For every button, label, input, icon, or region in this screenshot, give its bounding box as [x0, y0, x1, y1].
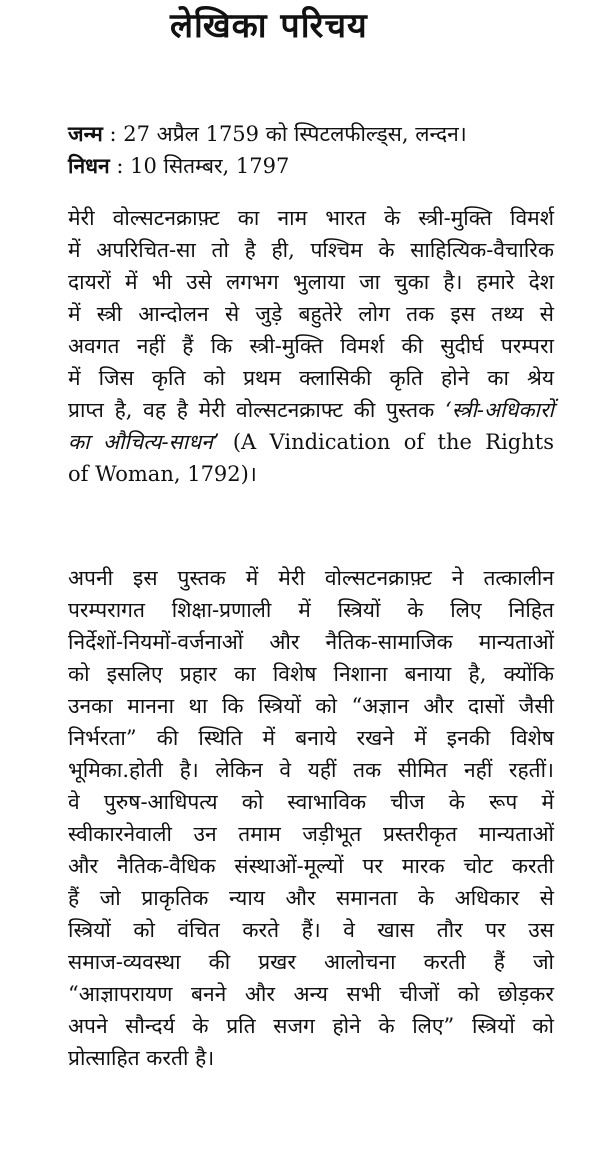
text-line: [68, 394, 554, 426]
text-line: अपनी इस पुस्तक में मेरी वोल्सटनक्राफ़्ट ने तत्कालीन: [68, 566, 554, 590]
paragraph-2: [68, 562, 554, 1074]
birth-separator: :: [109, 122, 117, 146]
book-title-hindi-part: ‘स्त्री-अधिकारों: [445, 398, 554, 422]
text-line: उनका मानना था कि स्त्रियों को “अज्ञान और दासों जैसी: [68, 694, 554, 718]
page-title: लेखिका परिचय: [170, 6, 368, 46]
text-line: समाज-व्यवस्था की प्रखर आलोचना करती हैं जो: [68, 950, 554, 974]
text-line: “आज्ञापरायण बनने और अन्य सभी चीजों को छोड़कर: [68, 982, 554, 1006]
birth-line: [68, 118, 467, 150]
text-line: में जिस कृति को प्रथम क्लासिकी कृति होने का श्रेय: [68, 366, 554, 390]
book-title-hindi-part: का औचित्य-साधन’: [68, 430, 220, 454]
text-line: भूमिका.होती है। लेकिन वे यहीं तक सीमित नहीं रहतीं।: [68, 758, 554, 782]
paragraph-1: [68, 202, 554, 490]
text-line: वे पुरुष-आधिपत्य को स्वाभाविक चीज के रूप में: [68, 790, 554, 814]
birth-label: जन्म: [68, 122, 103, 146]
author-dates: [68, 118, 467, 182]
text-line: हैं जो प्राकृतिक न्याय और समानता के अधिकार से: [68, 886, 554, 910]
text-line: निर्भरता” की स्थिति में बनाये रखने में इनकी विशेष: [68, 726, 554, 750]
death-label: निधन: [68, 154, 110, 178]
text-line: मेरी वोल्सटनक्राफ़्ट का नाम भारत के स्त्री-मुक्ति विमर्श: [68, 206, 554, 230]
text-line: अपने सौन्दर्य के प्रति सजग होने के लिए” स्त्रियों को: [68, 1014, 554, 1038]
death-line: [68, 150, 467, 182]
text-line: निर्देशों-नियमों-वर्जनाओं और नैतिक-सामाजिक मान्यताओं: [68, 630, 554, 654]
death-separator: :: [116, 154, 124, 178]
text-line: को इसलिए प्रहार का विशेष निशाना बनाया है, क्योंकि: [68, 662, 554, 686]
text-line: दायरों में भी उसे लगभग भुलाया जा चुका है। हमारे देश: [68, 270, 554, 294]
text-run: प्राप्त है, वह है मेरी वोल्सटनक्राफ्ट की पुस्तक: [68, 398, 435, 422]
text-line: अवगत नहीं हैं कि स्त्री-मुक्ति विमर्श की सुदीर्घ परम्परा: [68, 334, 554, 358]
book-title-english: (A Vindication of the Rights: [232, 430, 554, 454]
text-line: प्रोत्साहित करती है।: [68, 1046, 215, 1070]
text-line: of Woman, 1792)।: [68, 462, 257, 486]
text-line: स्त्रियों को वंचित करते हैं। वे खास तौर पर उस: [68, 918, 554, 942]
text-line: परम्परागत शिक्षा-प्रणाली में स्त्रियों के लिए निहित: [68, 598, 554, 622]
text-line: [68, 426, 554, 458]
text-line: में स्त्री आन्दोलन से जुड़े बहुतेरे लोग तक इस तथ्य से: [68, 302, 554, 326]
text-line: में अपरिचित-सा तो है ही, पश्चिम के साहित्यिक-वैचारिक: [68, 238, 554, 262]
text-line: और नैतिक-वैधिक संस्थाओं-मूल्यों पर मारक चोट करती: [68, 854, 554, 878]
text-line: स्वीकारनेवाली उन तमाम जड़ीभूत प्रस्तरीकृत मान्यताओं: [68, 822, 554, 846]
death-value: 10 सितम्बर, 1797: [130, 154, 290, 178]
birth-value: 27 अप्रैल 1759 को स्पिटलफील्ड्स, लन्दन।: [123, 122, 467, 146]
